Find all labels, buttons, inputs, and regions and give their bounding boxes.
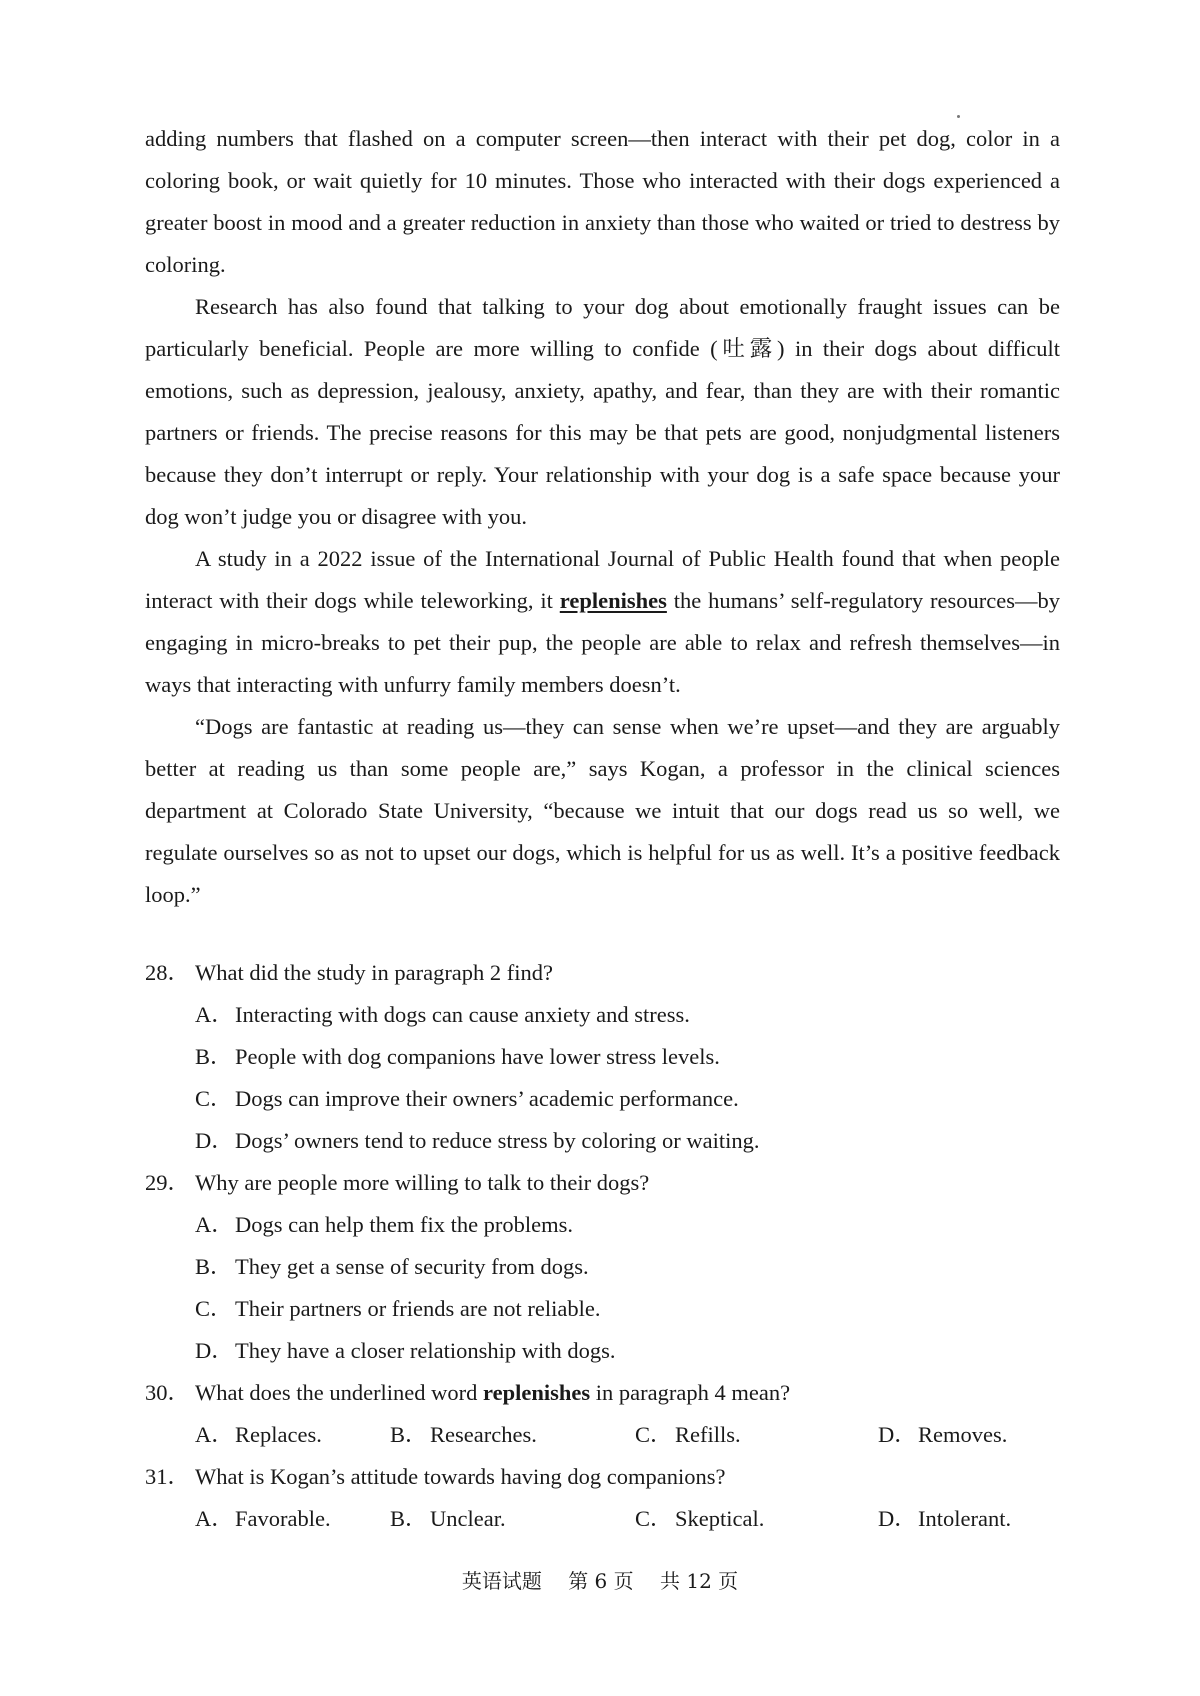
underlined-word: replenishes: [559, 588, 667, 613]
page-footer: [0, 1565, 1200, 1594]
question-text-before: What does the underlined word: [195, 1380, 484, 1405]
question-29: [145, 1162, 1060, 1204]
option-29-b: [145, 1246, 1060, 1288]
option-label: D．: [878, 1422, 917, 1447]
option-label: C．: [635, 1422, 673, 1447]
option-30-c: [635, 1414, 741, 1456]
question-31: [145, 1456, 1060, 1498]
option-label: D．: [878, 1506, 917, 1531]
option-30-a: [195, 1414, 322, 1456]
question-text: What is Kogan’s attitude towards having dog companions?: [195, 1464, 726, 1489]
options-row-30: [145, 1414, 1060, 1456]
option-28-d: [145, 1120, 1060, 1162]
option-31-c: [635, 1498, 764, 1540]
option-31-b: [390, 1498, 506, 1540]
question-30: [145, 1372, 1060, 1414]
option-label: B．: [390, 1506, 428, 1531]
option-label: C．: [195, 1086, 233, 1111]
paragraph-text-before: A study in a 2022 issue of the International Journal of Public Health found that when people interact with their dogs while teleworking, it: [145, 546, 1060, 613]
paragraph-text-after: the humans’ self-regulatory resources—by engaging in micro-breaks to pet their pup, the people are able to relax and refresh themselves—in ways that interacting with unfurry family members doesn’t.: [145, 588, 1060, 697]
option-29-a: [145, 1204, 1060, 1246]
option-text: Interacting with dogs can cause anxiety and stress.: [235, 1002, 690, 1027]
option-text: Dogs can help them fix the problems.: [235, 1212, 574, 1237]
option-text: They have a closer relationship with dogs.: [235, 1338, 616, 1363]
option-label: B．: [390, 1422, 428, 1447]
option-30-b: [390, 1414, 537, 1456]
reading-passage: [145, 118, 1060, 916]
footer-page-number: 第 6 页: [568, 1569, 634, 1593]
option-label: D．: [195, 1128, 234, 1153]
option-29-c: [145, 1288, 1060, 1330]
option-text: Their partners or friends are not reliable.: [235, 1296, 601, 1321]
question-text: Why are people more willing to talk to their dogs?: [195, 1170, 650, 1195]
option-label: B．: [195, 1254, 233, 1279]
footer-total-pages: 共 12 页: [660, 1569, 739, 1593]
question-number: 30．: [145, 1380, 191, 1405]
option-31-d: [878, 1498, 1011, 1540]
option-text: They get a sense of security from dogs.: [235, 1254, 589, 1279]
paragraph-kogan-quote: “Dogs are fantastic at reading us—they can sense when we’re upset—and they are arguably better at reading us than some people are,” says Kogan, a professor in the clinical sciences department at Colorado State University, “because we intuit that our dogs read us so well, we regulate ourselves so as not to upset our dogs, which is helpful for us as well. It’s a positive feedback loop.”: [145, 714, 1060, 907]
option-label: A．: [195, 1506, 234, 1531]
option-text: Replaces.: [235, 1422, 322, 1447]
option-30-d: [878, 1414, 1007, 1456]
option-29-d: [145, 1330, 1060, 1372]
question-text-after: in paragraph 4 mean?: [590, 1380, 791, 1405]
options-row-31: [145, 1498, 1060, 1540]
question-bold-word: replenishes: [483, 1380, 591, 1405]
paragraph-study-2022: [145, 538, 1060, 706]
option-text: Dogs’ owners tend to reduce stress by coloring or waiting.: [235, 1128, 760, 1153]
question-28: [145, 952, 1060, 994]
option-label: D．: [195, 1338, 234, 1363]
questions-section: [145, 952, 1060, 1540]
question-number: 31．: [145, 1464, 191, 1489]
footer-subject: 英语试题: [461, 1569, 542, 1593]
option-28-b: [145, 1036, 1060, 1078]
option-label: C．: [635, 1506, 673, 1531]
option-label: A．: [195, 1002, 234, 1027]
option-28-c: [145, 1078, 1060, 1120]
paragraph-continued: adding numbers that flashed on a computer screen—then interact with their pet dog, color in a coloring book, or wait quietly for 10 minutes. Those who interacted with their dogs experienced a greater boost in mood and a greater reduction in anxiety than those who waited or tried to destress by coloring.: [145, 126, 1060, 277]
option-text: People with dog companions have lower stress levels.: [235, 1044, 720, 1069]
option-label: B．: [195, 1044, 233, 1069]
option-text: Refills.: [675, 1422, 741, 1447]
option-text: Researches.: [430, 1422, 537, 1447]
option-label: A．: [195, 1422, 234, 1447]
option-label: C．: [195, 1296, 233, 1321]
option-text: Skeptical.: [675, 1506, 765, 1531]
option-text: Intolerant.: [918, 1506, 1012, 1531]
question-text: What did the study in paragraph 2 find?: [195, 960, 554, 985]
option-text: Removes.: [918, 1422, 1008, 1447]
option-31-a: [195, 1498, 331, 1540]
question-number: 29．: [145, 1170, 191, 1195]
option-text: Unclear.: [430, 1506, 506, 1531]
option-28-a: [145, 994, 1060, 1036]
question-number: 28．: [145, 960, 191, 985]
paragraph-confide: Research has also found that talking to your dog about emotionally fraught issues can be particularly beneficial. People are more willing to confide (吐露) in their dogs about difficult emotions, such as depression, jealousy, anxiety, apathy, and fear, than they are with their romantic partners or friends. The precise reasons for this may be that pets are good, nonjudgmental listeners because they don’t interrupt or reply. Your relationship with your dog is a safe space because your dog won’t judge you or disagree with you.: [145, 294, 1060, 529]
option-text: Favorable.: [235, 1506, 331, 1531]
option-text: Dogs can improve their owners’ academic performance.: [235, 1086, 739, 1111]
option-label: A．: [195, 1212, 234, 1237]
